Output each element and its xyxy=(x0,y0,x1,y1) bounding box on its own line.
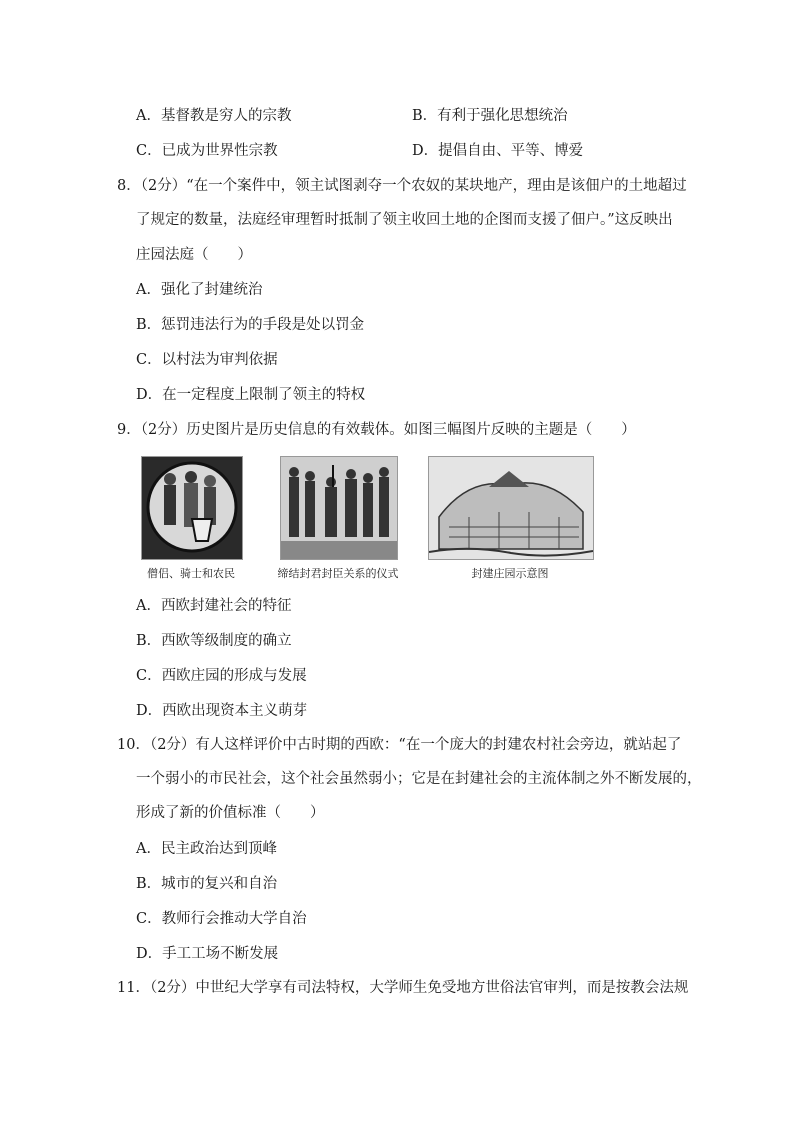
q8-option-a: A．强化了封建统治 xyxy=(136,282,263,298)
q7-option-c: C．已成为世界性宗教 xyxy=(136,143,278,159)
q8-option-d: D．在一定程度上限制了领主的特权 xyxy=(136,387,366,403)
q7-option-d: D．提倡自由、平等、博爱 xyxy=(412,143,584,159)
q9-option-c: C．西欧庄园的形成与发展 xyxy=(136,668,307,684)
q10-option-a: A．民主政治达到顶峰 xyxy=(136,841,277,857)
vassal-ceremony-illustration xyxy=(280,456,398,560)
q8-option-c: C．以村法为审判依据 xyxy=(136,352,278,368)
manor-diagram-illustration xyxy=(428,456,594,560)
q10-stem-line-3: 形成了新的价值标准（ ） xyxy=(136,805,325,821)
q9-option-d: D．西欧出现资本主义萌芽 xyxy=(136,703,308,719)
q9-option-b: B．西欧等级制度的确立 xyxy=(136,633,292,649)
q8-option-b: B．惩罚违法行为的手段是处以罚金 xyxy=(136,317,365,333)
q9-figure-3-caption: 封建庄园示意图 xyxy=(471,567,549,580)
q8-stem-line-2: 了规定的数量，法庭经审理暂时抵制了领主收回土地的企图而支援了佃户。”这反映出 xyxy=(136,212,673,228)
q8-stem-line-1: 8．（2分）“在一个案件中，领主试图剥夺一个农奴的某块地产，理由是该佃户的土地超过 xyxy=(117,178,687,194)
q10-stem-line-1: 10．（2分）有人这样评价中古时期的西欧：“在一个庞大的封建农村社会旁边，就站起了 xyxy=(117,737,682,753)
q9-stem-line-1: 9．（2分）历史图片是历史信息的有效载体。如图三幅图片反映的主题是（ ） xyxy=(117,422,636,438)
q10-option-b: B．城市的复兴和自治 xyxy=(136,876,278,892)
q9-figure-2-caption: 缔结封君封臣关系的仪式 xyxy=(277,567,399,580)
q7-option-b: B．有利于强化思想统治 xyxy=(412,108,568,124)
q9-option-a: A．西欧封建社会的特征 xyxy=(136,598,292,614)
q9-figure-1-caption: 僧侣、骑士和农民 xyxy=(147,567,235,580)
q11-stem-line-1: 11．（2分）中世纪大学享有司法特权，大学师生免受地方世俗法官审判，而是按教会法规 xyxy=(117,980,689,996)
q10-stem-line-2: 一个弱小的市民社会，这个社会虽然弱小；它是在封建社会的主流体制之外不断发展的， xyxy=(136,771,702,787)
clergy-knight-peasant-illustration xyxy=(141,456,243,560)
q7-option-a: A．基督教是穷人的宗教 xyxy=(136,108,292,124)
q10-option-c: C．教师行会推动大学自治 xyxy=(136,911,307,927)
q8-stem-line-3: 庄园法庭（ ） xyxy=(136,247,252,263)
q10-option-d: D．手工工场不断发展 xyxy=(136,946,279,962)
